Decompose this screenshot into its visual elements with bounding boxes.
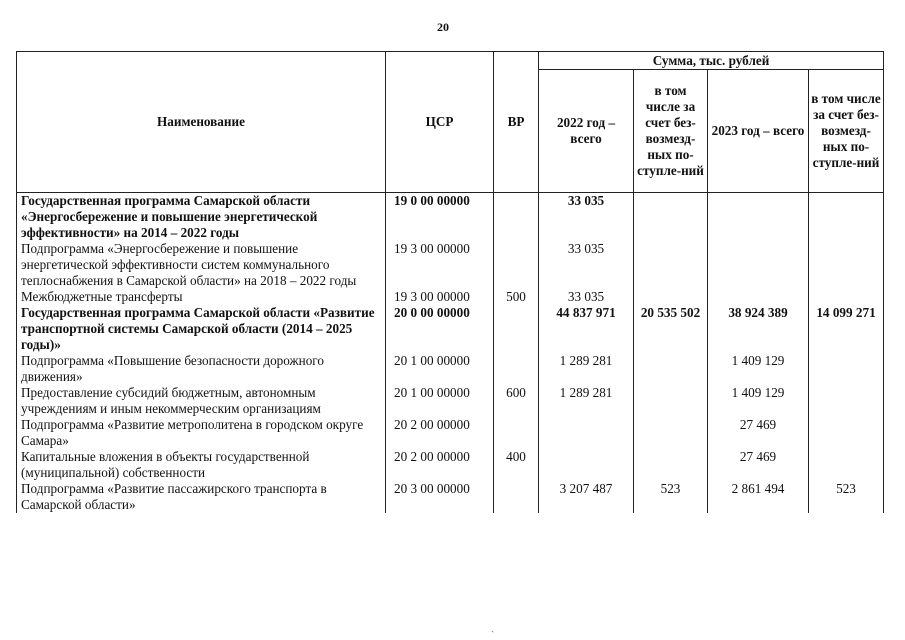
row-2022-total — [539, 417, 634, 449]
table-row — [17, 385, 884, 417]
row-2022-total: 33 035 — [539, 193, 634, 242]
row-name: Капитальные вложения в объекты государственной (муниципальной) собственности — [17, 449, 386, 481]
row-2022-total: 1 289 281 — [539, 353, 634, 385]
row-name: Предоставление субсидий бюджетным, автономным учреждениям и иным некоммерческим организациям — [17, 385, 386, 417]
row-vr: 400 — [494, 449, 539, 481]
row-2023-total — [708, 193, 809, 242]
row-2023-free — [809, 417, 884, 449]
header-vr: ВР — [494, 52, 539, 193]
row-vr — [494, 417, 539, 449]
table-row — [17, 289, 884, 305]
row-2023-total: 38 924 389 — [708, 305, 809, 353]
row-2023-free — [809, 289, 884, 305]
row-csr: 20 1 00 00000 — [386, 353, 494, 385]
row-vr: 600 — [494, 385, 539, 417]
header-2022-total: 2022 год – всего — [539, 70, 634, 193]
row-csr: 19 3 00 00000 — [386, 289, 494, 305]
header-2023-free: в том числе за счет без-возмезд-ных по-ступле-ний — [809, 70, 884, 193]
table-row — [17, 241, 884, 289]
row-csr: 19 0 00 00000 — [386, 193, 494, 242]
row-2023-free — [809, 353, 884, 385]
row-vr: 500 — [494, 289, 539, 305]
row-2023-total — [708, 289, 809, 305]
row-2023-total: 2 861 494 — [708, 481, 809, 513]
header-csr: ЦСР — [386, 52, 494, 193]
row-2023-total: 27 469 — [708, 449, 809, 481]
row-csr: 20 3 00 00000 — [386, 481, 494, 513]
row-2023-free — [809, 193, 884, 242]
row-2022-total: 33 035 — [539, 241, 634, 289]
row-2023-free: 523 — [809, 481, 884, 513]
row-2022-free — [634, 385, 708, 417]
row-vr — [494, 481, 539, 513]
row-vr — [494, 353, 539, 385]
row-name: Межбюджетные трансферты — [17, 289, 386, 305]
row-csr: 20 0 00 00000 — [386, 305, 494, 353]
budget-table — [16, 51, 884, 513]
row-2022-free — [634, 417, 708, 449]
row-2022-total: 33 035 — [539, 289, 634, 305]
row-2022-free — [634, 449, 708, 481]
row-vr — [494, 193, 539, 242]
page-number: 20 — [437, 20, 449, 34]
table-row — [17, 417, 884, 449]
row-2022-free — [634, 241, 708, 289]
row-2022-free — [634, 353, 708, 385]
row-name: Государственная программа Самарской области «Энергосбережение и повышение энергетической эффективности» на 2014 – 2022 годы — [17, 193, 386, 242]
row-name: Подпрограмма «Энергосбережение и повышение энергетической эффективности систем коммунального теплоснабжения в Самарской области» на 2018 – 2022 годы — [17, 241, 386, 289]
row-vr — [494, 241, 539, 289]
table-row — [17, 353, 884, 385]
row-2023-free — [809, 449, 884, 481]
header-2022-free: в том числе за счет без-возмезд-ных по-ступле-ний — [634, 70, 708, 193]
row-2022-free — [634, 193, 708, 242]
row-csr: 20 2 00 00000 — [386, 449, 494, 481]
row-csr: 20 1 00 00000 — [386, 385, 494, 417]
row-csr: 19 3 00 00000 — [386, 241, 494, 289]
table-row — [17, 193, 884, 242]
row-2023-total: 27 469 — [708, 417, 809, 449]
row-name: Государственная программа Самарской области «Развитие транспортной системы Самарской области (2014 – 2025 годы)» — [17, 305, 386, 353]
row-2022-free — [634, 289, 708, 305]
row-2023-total: 1 409 129 — [708, 385, 809, 417]
row-name: Подпрограмма «Развитие метрополитена в городском округе Самара» — [17, 417, 386, 449]
row-2023-free: 14 099 271 — [809, 305, 884, 353]
row-2023-total: 1 409 129 — [708, 353, 809, 385]
row-2022-total: 3 207 487 — [539, 481, 634, 513]
row-name: Подпрограмма «Повышение безопасности дорожного движения» — [17, 353, 386, 385]
row-csr: 20 2 00 00000 — [386, 417, 494, 449]
row-2022-total — [539, 449, 634, 481]
row-2022-total: 1 289 281 — [539, 385, 634, 417]
scan-mark: ˎ — [491, 622, 495, 633]
row-2022-free: 523 — [634, 481, 708, 513]
row-2023-total — [708, 241, 809, 289]
header-2023-total: 2023 год – всего — [708, 70, 809, 193]
table-row — [17, 481, 884, 513]
table-header — [17, 52, 884, 193]
row-2023-free — [809, 241, 884, 289]
row-2023-free — [809, 385, 884, 417]
row-2022-free: 20 535 502 — [634, 305, 708, 353]
table-row — [17, 305, 884, 353]
header-name: Наименование — [17, 52, 386, 193]
header-sum-group: Сумма, тыс. рублей — [539, 52, 884, 70]
row-name: Подпрограмма «Развитие пассажирского транспорта в Самарской области» — [17, 481, 386, 513]
table-body — [17, 193, 884, 514]
row-vr — [494, 305, 539, 353]
table-row — [17, 449, 884, 481]
row-2022-total: 44 837 971 — [539, 305, 634, 353]
